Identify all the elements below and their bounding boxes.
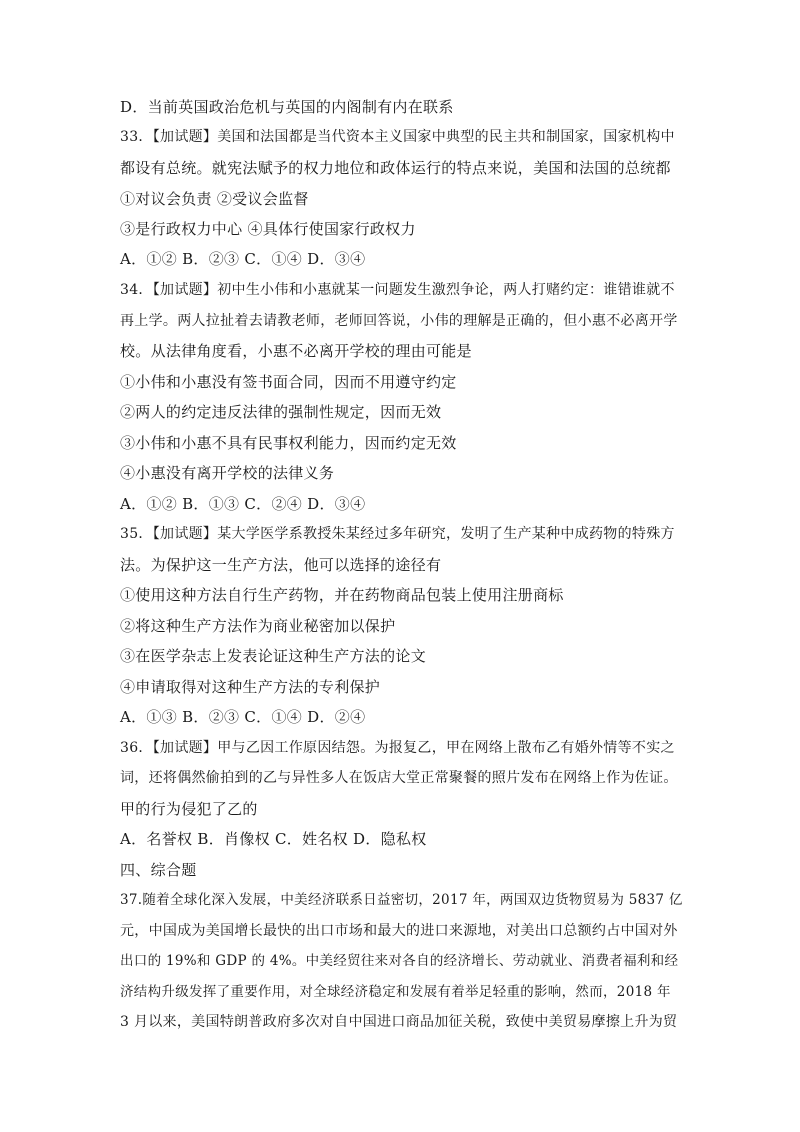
question-34-options: A．①② B．①③ C．②④ D．③④: [120, 495, 366, 513]
question-34-stem-line1: 34．【加试题】初中生小伟和小惠就某一问题发生激烈争论，两人打赌约定：谁错谁就不: [120, 282, 675, 298]
section-heading-4: 四、综合题: [120, 861, 197, 879]
question-35-item-1: ①使用这种方法自行生产药物，并在药物商品包装上使用注册商标: [120, 586, 564, 604]
question-35-item-3: ③在医学杂志上发表论证这种生产方法的论文: [120, 647, 427, 665]
question-34-item-4: ④小惠没有离开学校的法律义务: [120, 464, 335, 482]
question-35-item-4: ④申请取得对这种生产方法的专利保护: [120, 678, 381, 696]
question-36-options: A．名誉权 B．肖像权 C．姓名权 D．隐私权: [120, 830, 427, 848]
question-34-item-3: ③小伟和小惠不具有民事权利能力，因而约定无效: [120, 434, 457, 452]
question-37-line3: 出口的 19%和 GDP 的 4%。中美经贸往来对各自的经济增长、劳动就业、消费者福利和经: [120, 953, 679, 969]
question-33-items-1-2: ①对议会负责 ②受议会监督: [120, 190, 309, 208]
question-37-line1: 37.随着全球化深入发展，中美经济联系日益密切，2017 年，两国双边货物贸易为 5837 亿: [120, 892, 683, 908]
question-33-items-3-4: ③是行政权力中心 ④具体行使国家行政权力: [120, 220, 416, 238]
question-33-stem-line1: 33．【加试题】美国和法国都是当代资本主义国家中典型的民主共和制国家，国家机构中: [120, 129, 675, 145]
question-34-stem-line2: 再上学。两人拉扯着去请教老师，老师回答说，小伟的理解是正确的，但小惠不必离开学: [120, 313, 678, 329]
question-37-line2: 元，中国成为美国增长最快的出口市场和最大的进口来源地，对美出口总额约占中国对外: [120, 923, 678, 939]
question-35-options: A．①③ B．②③ C．①④ D．②④: [120, 708, 366, 726]
question-37-line4: 济结构升级发挥了重要作用，对全球经济稳定和发展有着举足轻重的影响，然而，2018 年: [120, 984, 671, 1000]
question-36-stem-line3: 甲的行为侵犯了乙的: [120, 800, 258, 818]
option-d-q32: D．当前英国政治危机与英国的内阁制有内在联系: [120, 98, 454, 116]
question-34-item-2: ②两人的约定违反法律的强制性规定，因而无效: [120, 403, 442, 421]
question-35-stem-line1: 35．【加试题】某大学医学系教授朱某经过多年研究，发明了生产某种中成药物的特殊方: [120, 526, 675, 542]
question-34-stem-line3: 校。从法律角度看，小惠不必离开学校的理由可能是: [120, 342, 472, 360]
question-36-stem-line1: 36．【加试题】甲与乙因工作原因结怨。为报复乙，甲在网络上散布乙有婚外情等不实之: [120, 740, 675, 756]
question-37-line5: 3 月以来，美国特朗普政府多次对自中国进口商品加征关税，致使中美贸易摩擦上升为贸: [120, 1014, 678, 1030]
question-34-item-1: ①小伟和小惠没有签书面合同，因而不用遵守约定: [120, 373, 457, 391]
question-33-options: A．①② B．②③ C．①④ D．③④: [120, 250, 366, 268]
question-35-item-2: ②将这种生产方法作为商业秘密加以保护: [120, 617, 396, 635]
question-33-stem-line2: 都设有总统。就宪法赋予的权力地位和政体运行的特点来说，美国和法国的总统都: [120, 159, 671, 177]
question-36-stem-line2: 词，还将偶然偷拍到的乙与异性多人在饭店大堂正常聚餐的照片发布在网络上作为佐证。: [120, 770, 678, 786]
question-35-stem-line2: 法。为保护这一生产方法，他可以选择的途径有: [120, 556, 442, 574]
